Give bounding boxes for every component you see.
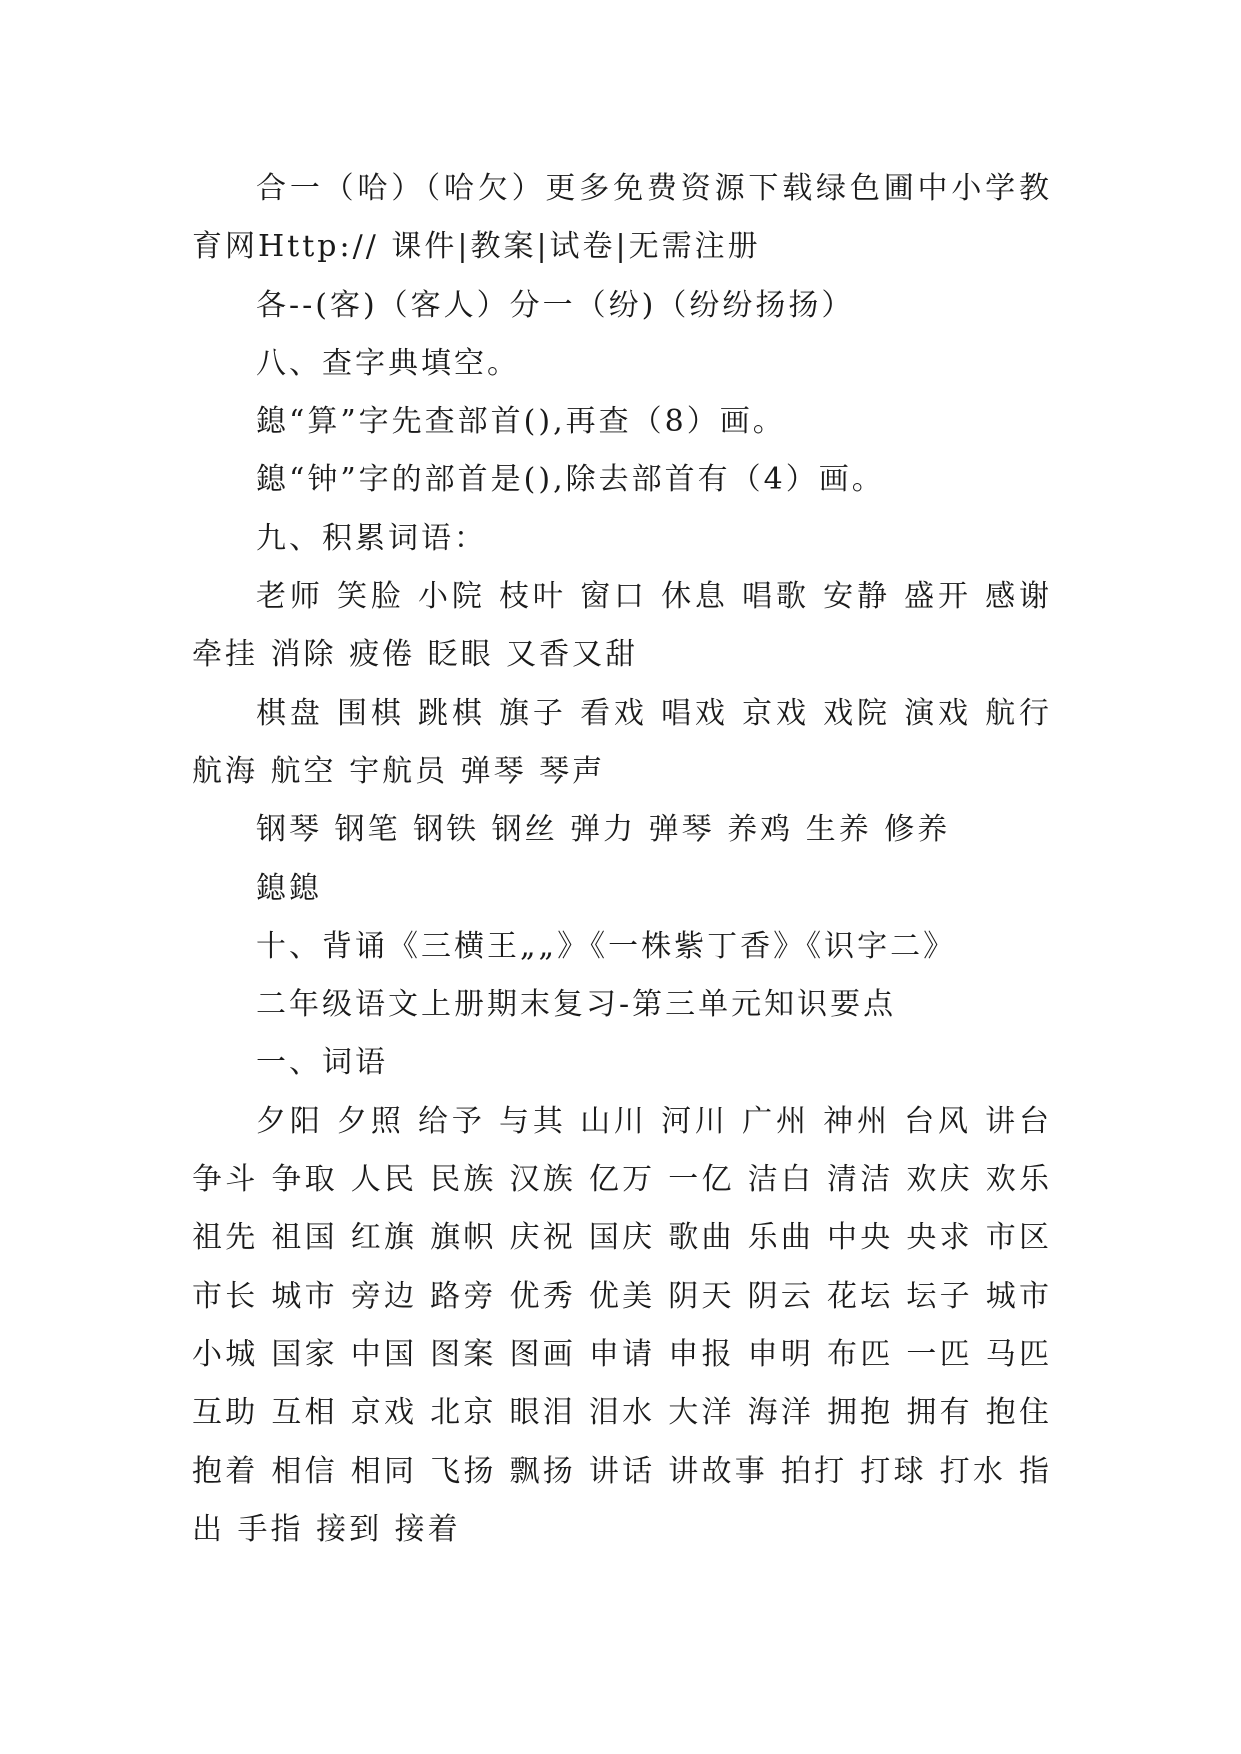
paragraph-garbled-chars: 鎴鎴 bbox=[256, 870, 322, 906]
paragraph-word-list: 夕阳 夕照 给予 与其 山川 河川 广州 神州 台风 讲台 争斗 争取 人民 民族 汉族 亿万 一亿 洁白 清洁 欢庆 欢乐 祖先 祖国 红旗 旗帜 庆祝 国庆 歌曲 乐曲 中央 央求 市区 市长 城市 旁边 路旁 优秀 优美 阴天 阴云 花坛 坛子 城市 小城 国家 中国 图案 图画 申请 申报 申明 布匹 一匹 马匹 互助 互相 京戏 北京 眼泪 泪水 大洋 海洋 拥抱 拥有 抱住 抱着 相信 相同 飞扬 飘扬 讲话 讲故事 拍打 打球 打水 指出 手指 接到 接着 bbox=[192, 1103, 1052, 1547]
paragraph-dictionary-q1: 鎴“算”字先查部首(),再查（8）画。 bbox=[256, 404, 786, 440]
paragraph-vocabulary-1: 老师 笑脸 小院 枝叶 窗口 休息 唱歌 安静 盛开 感谢 牵挂 消除 疲倦 眨眼 又香又甜 bbox=[192, 579, 1052, 673]
section-heading-vocabulary: 九、积累词语： bbox=[256, 520, 487, 556]
document-subtitle: 二年级语文上册期末复习-第三单元知识要点 bbox=[256, 987, 897, 1023]
document-body bbox=[192, 160, 1052, 1559]
section-heading-recitation: 十、背诵《三横王„„》《一株紫丁香》《识字二》 bbox=[256, 928, 957, 964]
paragraph-vocabulary-3: 钢琴 钢笔 钢铁 钢丝 弹力 弹琴 养鸡 生养 修养 bbox=[256, 812, 951, 848]
section-heading-words: 一、词语 bbox=[256, 1045, 388, 1081]
paragraph-radical-hint: 合一（哈）（哈欠）更多免费资源下载绿色圃中小学教育网Http:// 课件|教案|试卷|无需注册 bbox=[192, 171, 1052, 265]
paragraph-vocabulary-2: 棋盘 围棋 跳棋 旗子 看戏 唱戏 京戏 戏院 演戏 航行 航海 航空 宇航员 弹琴 琴声 bbox=[192, 695, 1052, 789]
paragraph-word-groups: 各--(客)（客人）分一（纷)（纷纷扬扬） bbox=[256, 287, 855, 323]
section-heading-dictionary: 八、查字典填空。 bbox=[256, 345, 520, 381]
paragraph-dictionary-q2: 鎴“钟”字的部首是(),除去部首有（4）画。 bbox=[256, 462, 885, 498]
